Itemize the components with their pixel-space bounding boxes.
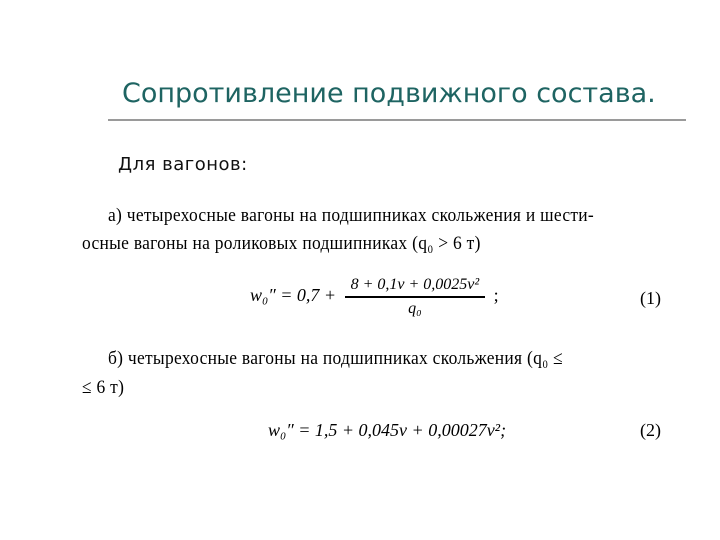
formula-1 bbox=[250, 276, 499, 318]
case-b-text-line-1: б) четырехосные вагоны на подшипниках скольжения (q₀ ≤ bbox=[108, 348, 564, 369]
formula-2: w₀″ = 1,5 + 0,045v + 0,00027v²; bbox=[268, 420, 507, 440]
case-a-text-line-1: а) четырехосные вагоны на подшипниках скольжения и шести- bbox=[108, 205, 595, 226]
slide-subtitle: Для вагонов: bbox=[118, 154, 248, 175]
formula-1-numerator: 8 + 0,1v + 0,0025v² bbox=[350, 276, 480, 293]
title-divider bbox=[108, 119, 686, 121]
equation-number-2: (2) bbox=[640, 420, 661, 440]
formula-1-lhs: w₀″ = 0,7 + bbox=[250, 284, 337, 305]
formula-1-tail: ; bbox=[493, 284, 499, 305]
case-a-text-line-2: осные вагоны на роликовых подшипниках (q₀ > 6 т) bbox=[82, 233, 481, 254]
formula-1-fraction bbox=[345, 276, 486, 318]
case-b-text-line-2: ≤ 6 т) bbox=[82, 377, 125, 398]
equation-number-1: (1) bbox=[640, 288, 661, 308]
slide-title: Сопротивление подвижного состава. bbox=[122, 78, 656, 109]
formula-1-denominator: q₀ bbox=[408, 299, 422, 317]
